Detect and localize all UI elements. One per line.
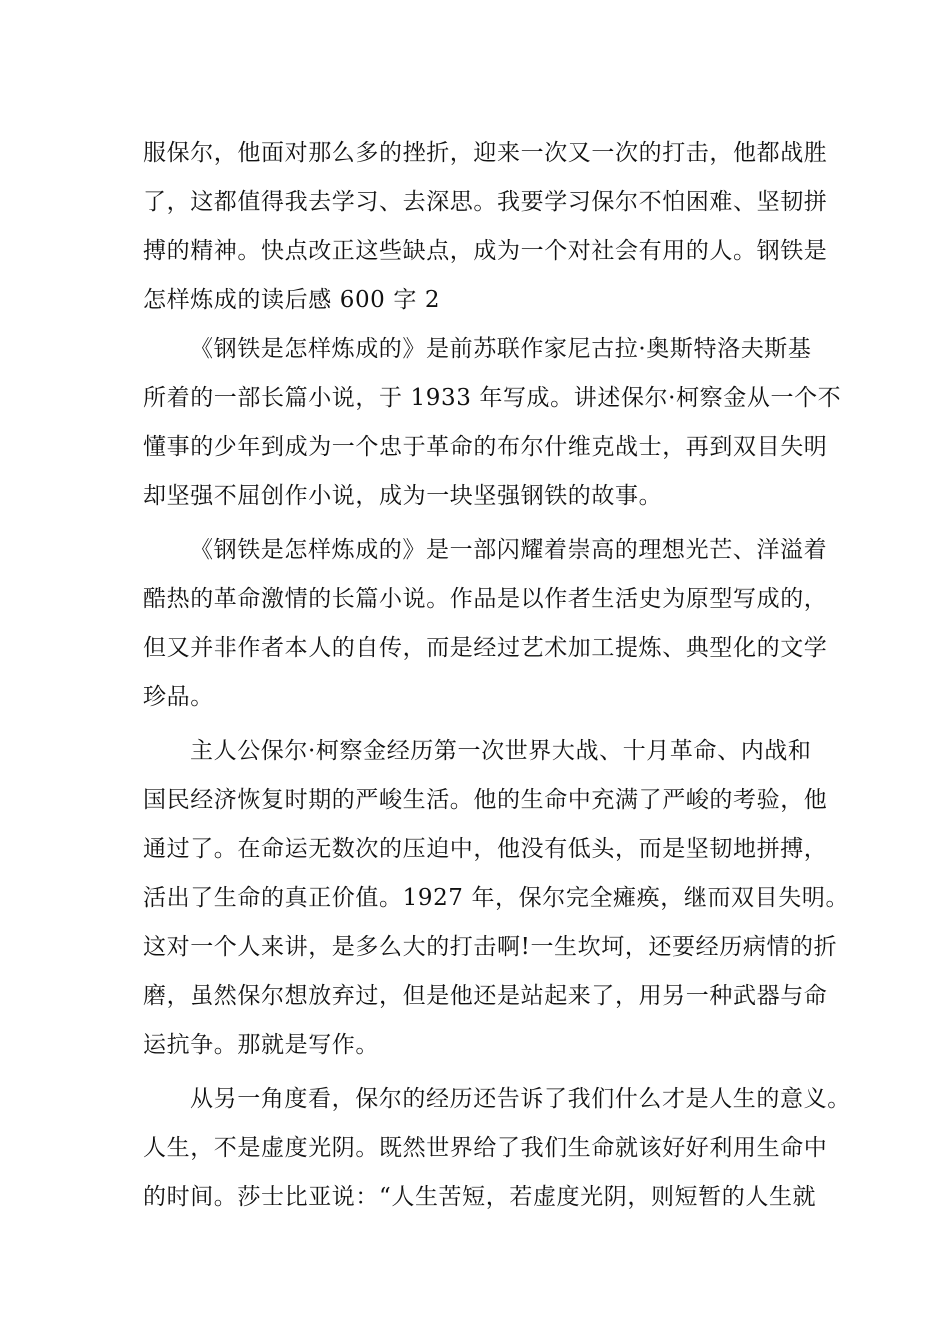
text-line: 酷热的革命激情的长篇小说。作品是以作者生活史为原型写成的， [143, 586, 828, 612]
text-line: 活出了生命的真正价值。1927 年，保尔完全瘫痪，继而双目失明。 [143, 885, 850, 911]
text-line: 但又并非作者本人的自传，而是经过艺术加工提炼、典型化的文学 [143, 635, 828, 661]
paragraph-first-line: 主人公保尔·柯察金经历第一次世界大战、十月革命、内战和 [190, 738, 812, 764]
text-line: 通过了。在命运无数次的压迫中，他没有低头，而是坚韧地拼搏， [143, 836, 828, 862]
text-line: 了，这都值得我去学习、去深思。我要学习保尔不怕困难、坚韧拼 [143, 189, 828, 215]
paragraph-first-line: 从另一角度看，保尔的经历还告诉了我们什么才是人生的意义。 [190, 1086, 851, 1112]
paragraph-first-line: 《钢铁是怎样炼成的》是前苏联作家尼古拉·奥斯特洛夫斯基 [190, 336, 812, 362]
text-line: 运抗争。那就是写作。 [143, 1032, 379, 1058]
text-line: 却坚强不屈创作小说，成为一块坚强钢铁的故事。 [143, 483, 663, 509]
paragraph-first-line: 《钢铁是怎样炼成的》是一部闪耀着崇高的理想光芒、洋溢着 [190, 537, 828, 563]
text-line: 人生，不是虚度光阴。既然世界给了我们生命就该好好利用生命中 [143, 1135, 828, 1161]
text-line: 服保尔，他面对那么多的挫折，迎来一次又一次的打击，他都战胜 [143, 140, 828, 166]
text-line: 的时间。莎士比亚说：“人生苦短，若虚度光阴，则短暂的人生就 [143, 1184, 817, 1210]
text-line: 懂事的少年到成为一个忠于革命的布尔什维克战士，再到双目失明 [143, 434, 828, 460]
text-line: 所着的一部长篇小说，于 1933 年写成。讲述保尔·柯察金从一个不 [143, 385, 842, 411]
text-line: 珍品。 [143, 684, 214, 710]
text-line: 国民经济恢复时期的严峻生活。他的生命中充满了严峻的考验，他 [143, 787, 828, 813]
text-line: 磨，虽然保尔想放弃过，但是他还是站起来了，用另一种武器与命 [143, 983, 828, 1009]
text-line: 怎样炼成的读后感 600 字 2 [143, 287, 441, 313]
text-line: 这对一个人来讲，是多么大的打击啊!一生坎坷，还要经历病情的折 [143, 934, 838, 960]
text-line: 搏的精神。快点改正这些缺点，成为一个对社会有用的人。钢铁是 [143, 238, 828, 264]
